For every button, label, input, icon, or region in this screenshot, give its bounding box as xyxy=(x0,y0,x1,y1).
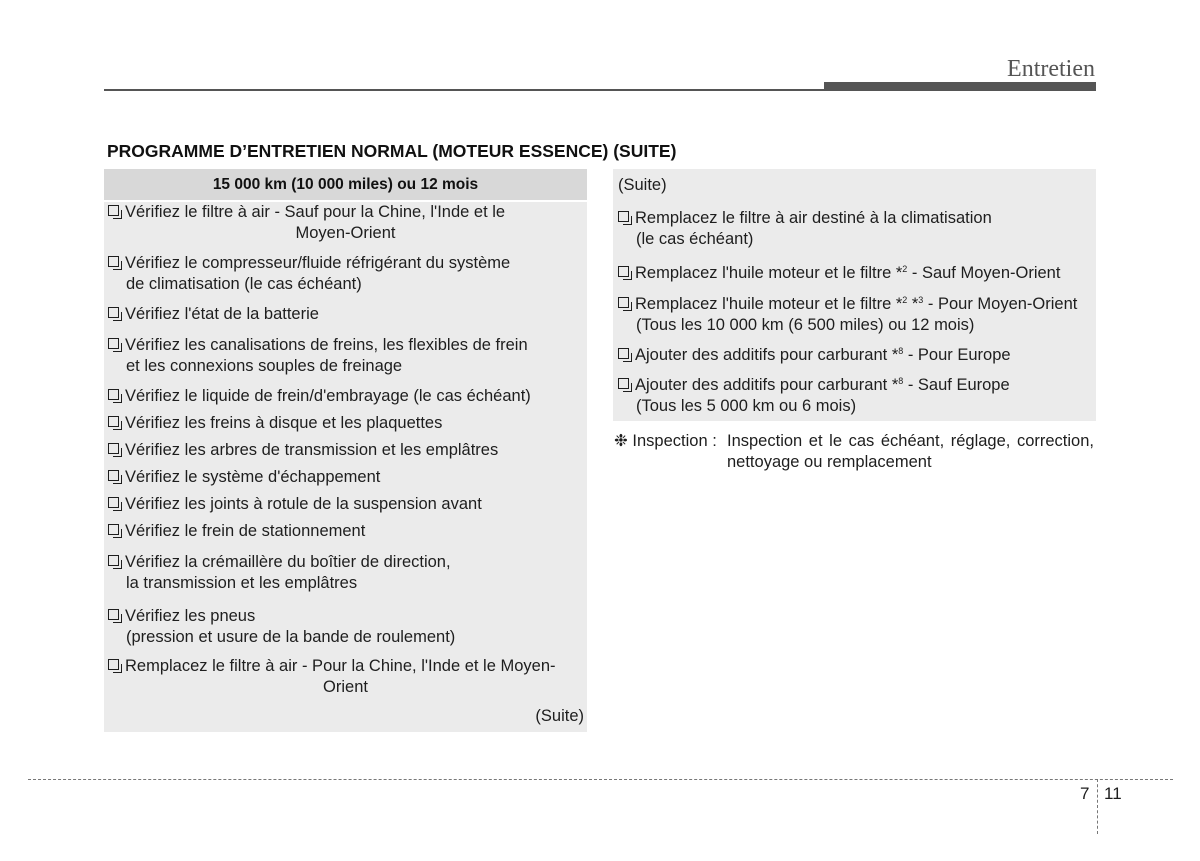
footnote-mark: 3 xyxy=(918,295,924,305)
checkbox-icon xyxy=(108,338,119,349)
section-title: PROGRAMME D’ENTRETIEN NORMAL (MOTEUR ESSENCE) (SUITE) xyxy=(107,141,677,161)
checkbox-icon xyxy=(618,297,629,308)
checkbox-icon xyxy=(108,555,119,566)
checkbox-icon xyxy=(108,470,119,481)
continued-label: (Suite) xyxy=(535,707,584,725)
inspection-description: Inspection et le cas échéant, réglage, correction, nettoyage ou remplacement xyxy=(727,432,1094,471)
checkbox-icon xyxy=(618,348,629,359)
checklist-item: Vérifiez les canalisations de freins, les flexibles de frein et les connexions souples de freinage xyxy=(108,335,583,377)
checklist-item: Vérifiez les joints à rotule de la suspension avant xyxy=(108,494,583,515)
checkbox-icon xyxy=(618,211,629,222)
chapter-number: 7 xyxy=(1080,784,1090,803)
checklist-item: Remplacez le filtre à air destiné à la climatisation (le cas échéant) xyxy=(618,208,1093,250)
checklist-item: Vérifiez les arbres de transmission et les emplâtres xyxy=(108,440,583,461)
checklist-item: Vérifiez le liquide de frein/d'embrayage (le cas échéant) xyxy=(108,386,583,407)
checklist-item: Vérifiez les freins à disque et les plaquettes xyxy=(108,413,583,434)
continued-label: (Suite) xyxy=(618,176,667,194)
chapter-title: Entretien xyxy=(1007,56,1095,82)
checkbox-icon xyxy=(108,256,119,267)
checklist-item: Vérifiez le système d'échappement xyxy=(108,467,583,488)
checkbox-icon xyxy=(108,659,119,670)
maintenance-table-left xyxy=(104,169,587,732)
checklist-item: Ajouter des additifs pour carburant *$^8$ - Pour Europe xyxy=(618,341,1093,366)
checkbox-icon xyxy=(108,524,119,535)
checklist-item: Vérifiez le compresseur/fluide réfrigérant du système de climatisation (le cas échéant) xyxy=(108,253,583,295)
inspection-label: ❉ Inspection : xyxy=(614,432,717,450)
footer-divider xyxy=(1097,779,1098,834)
footnote-mark: 2 xyxy=(902,295,908,305)
checkbox-icon xyxy=(618,266,629,277)
checkbox-icon xyxy=(618,378,629,389)
checkbox-icon xyxy=(108,205,119,216)
checkbox-icon xyxy=(108,416,119,427)
checklist-item: Vérifiez la crémaillère du boîtier de direction, la transmission et les emplâtres xyxy=(108,552,583,594)
checklist-item: Vérifiez l'état de la batterie xyxy=(108,304,583,325)
maintenance-table-right xyxy=(613,169,1096,421)
checkbox-icon xyxy=(108,497,119,508)
checkbox-icon xyxy=(108,609,119,620)
checklist-item: Remplacez l'huile moteur et le filtre *$^2$ *$^3$ - Pour Moyen-Orient (Tous les 10 000 km (6 500 miles) ou 12 mois) xyxy=(618,290,1093,336)
checklist-item: Ajouter des additifs pour carburant *$^8$ - Sauf Europe (Tous les 5 000 km ou 6 mois) xyxy=(618,371,1093,417)
header-rule xyxy=(104,89,1096,91)
checklist-item: Vérifiez le filtre à air - Sauf pour la Chine, l'Inde et le Moyen-Orient xyxy=(108,202,583,244)
checklist-item: Remplacez le filtre à air - Pour la Chine, l'Inde et le Moyen- Orient xyxy=(108,656,583,698)
checkbox-icon xyxy=(108,307,119,318)
checkbox-icon xyxy=(108,443,119,454)
checkbox-icon xyxy=(108,389,119,400)
checklist-item: Vérifiez les pneus (pression et usure de la bande de roulement) xyxy=(108,606,583,648)
footer-rule xyxy=(28,779,1173,780)
footnote-mark: 8 xyxy=(898,346,904,356)
interval-heading: 15 000 km (10 000 miles) ou 12 mois xyxy=(104,169,587,202)
footnote-mark: 2 xyxy=(902,264,908,274)
checklist-item: Remplacez l'huile moteur et le filtre *$^2$ - Sauf Moyen-Orient xyxy=(618,259,1093,284)
page-number: 11 xyxy=(1104,784,1122,803)
checklist-item: Vérifiez le frein de stationnement xyxy=(108,521,583,542)
footnote-mark: 8 xyxy=(898,376,904,386)
